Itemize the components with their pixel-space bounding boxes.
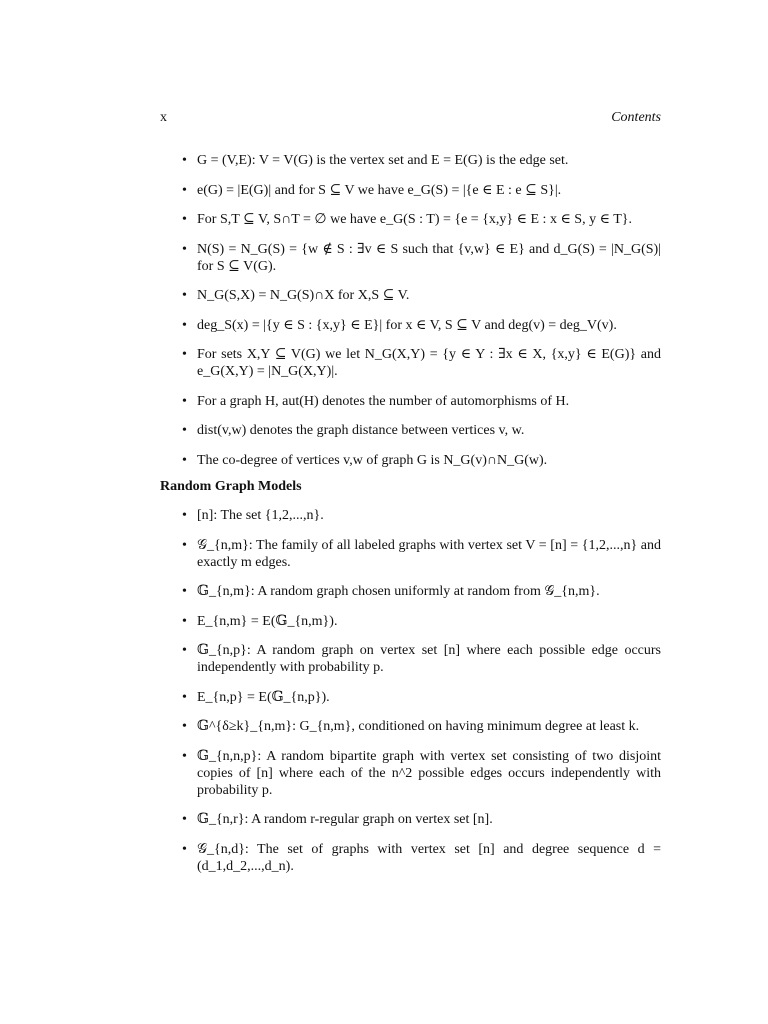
list-item: • [n]: The set {1,2,...,n}. (160, 507, 661, 524)
list-item: • e(G) = |E(G)| and for S ⊆ V we have e_G(S) = |{e ∈ E : e ⊆ S}|. (160, 182, 661, 199)
section-heading: Random Graph Models (160, 479, 302, 494)
list-item: • For a graph H, aut(H) denotes the number of automorphisms of H. (160, 393, 661, 410)
list-item: • deg_S(x) = |{y ∈ S : {x,y} ∈ E}| for x ∈ V, S ⊆ V and deg(v) = deg_V(v). (160, 317, 661, 334)
page-content (160, 152, 661, 887)
list-item: • 𝔾_{n,p}: A random graph on vertex set [n] where each possible edge occurs independently with probability p. (160, 642, 661, 676)
list-item: • E_{n,m} = E(𝔾_{n,m}). (160, 613, 661, 630)
list-item: • For S,T ⊆ V, S∩T = ∅ we have e_G(S : T) = {e = {x,y} ∈ E : x ∈ S, y ∈ T}. (160, 211, 661, 228)
list-item: • dist(v,w) denotes the graph distance between vertices v, w. (160, 422, 661, 439)
list-item: • The co-degree of vertices v,w of graph G is N_G(v)∩N_G(w). (160, 452, 661, 469)
list-item: • 𝔾^{δ≥k}_{n,m}: G_{n,m}, conditioned on having minimum degree at least k. (160, 718, 661, 735)
list-item: • E_{n,p} = E(𝔾_{n,p}). (160, 689, 661, 706)
list-item: • 𝔾_{n,m}: A random graph chosen uniformly at random from 𝒢_{n,m}. (160, 583, 661, 600)
list-item: • 𝒢_{n,m}: The family of all labeled graphs with vertex set V = [n] = {1,2,...,n} and exactly m edges. (160, 537, 661, 571)
list-item: • N_G(S,X) = N_G(S)∩X for X,S ⊆ V. (160, 287, 661, 304)
list-item: • G = (V,E): V = V(G) is the vertex set and E = E(G) is the edge set. (160, 152, 661, 169)
list-item: • 𝒢_{n,d}: The set of graphs with vertex set [n] and degree sequence d = (d_1,d_2,...,d_n). (160, 841, 661, 875)
page-number: x (160, 110, 167, 125)
notation-list (160, 152, 661, 469)
list-item: • 𝔾_{n,r}: A random r-regular graph on vertex set [n]. (160, 811, 661, 828)
list-item: • 𝔾_{n,n,p}: A random bipartite graph with vertex set consisting of two disjoint copies of [n] where each of the n^2 possible edges occurs independently with probability p. (160, 748, 661, 799)
running-title: Contents (611, 110, 661, 125)
model-list (160, 507, 661, 875)
list-item: • N(S) = N_G(S) = {w ∉ S : ∃v ∈ S such that {v,w} ∈ E} and d_G(S) = |N_G(S)| for S ⊆ V(G). (160, 241, 661, 275)
list-item: • For sets X,Y ⊆ V(G) we let N_G(X,Y) = {y ∈ Y : ∃x ∈ X, {x,y} ∈ E(G)} and e_G(X,Y) = |N_G(X,Y)|. (160, 346, 661, 380)
